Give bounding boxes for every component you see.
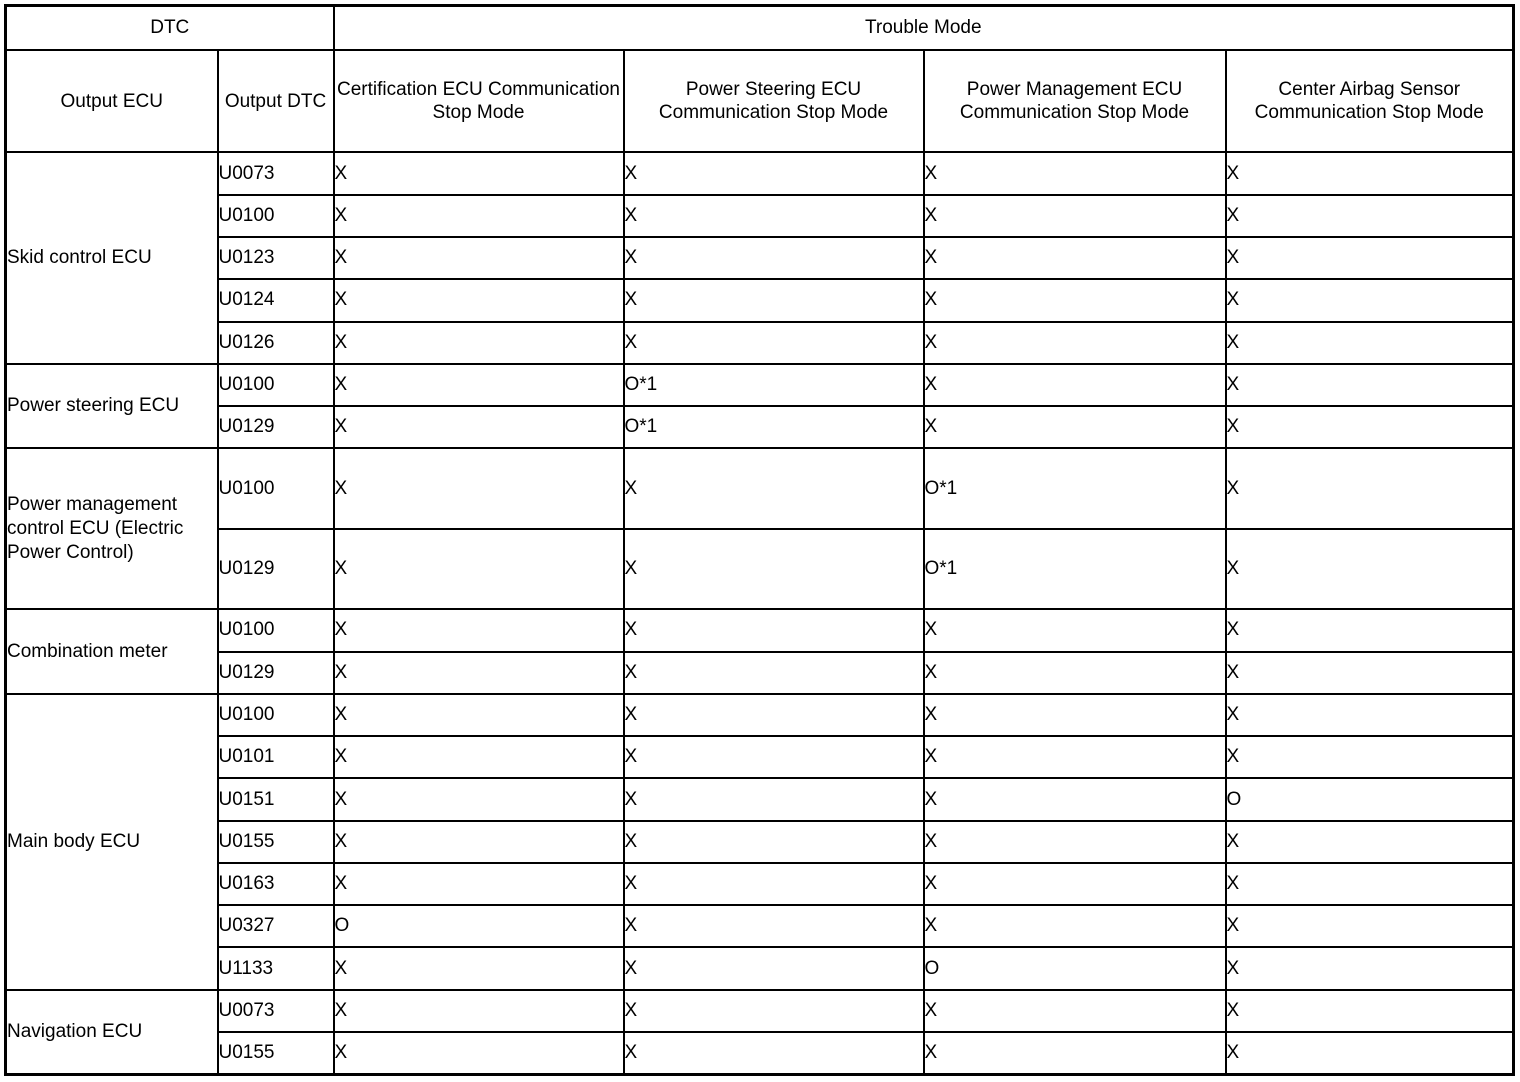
table-row bbox=[6, 821, 1514, 863]
row-ecu-combination-meter: Combination meter bbox=[6, 609, 218, 694]
row-mark: X bbox=[334, 279, 624, 321]
row-mark: X bbox=[924, 905, 1226, 947]
header-output-dtc: Output DTC bbox=[218, 50, 334, 153]
table-header-group-row bbox=[6, 6, 1514, 50]
row-mark: X bbox=[624, 237, 924, 279]
row-mark: X bbox=[624, 652, 924, 694]
row-ecu-navigation: Navigation ECU bbox=[6, 990, 218, 1075]
row-mark: X bbox=[624, 609, 924, 651]
table-row bbox=[6, 947, 1514, 989]
row-ecu-skid-control: Skid control ECU bbox=[6, 152, 218, 363]
row-mark: X bbox=[1226, 406, 1514, 448]
row-mark: X bbox=[624, 152, 924, 194]
row-mark: X bbox=[334, 322, 624, 364]
row-mark: X bbox=[1226, 652, 1514, 694]
row-mark: X bbox=[924, 364, 1226, 406]
header-mode-center-airbag-sensor: Center Airbag Sensor Communication Stop Mode bbox=[1226, 50, 1514, 153]
row-mark: O bbox=[334, 905, 624, 947]
row-mark: X bbox=[334, 863, 624, 905]
row-dtc: U0123 bbox=[218, 237, 334, 279]
row-mark: X bbox=[624, 905, 924, 947]
row-ecu-main-body: Main body ECU bbox=[6, 694, 218, 990]
row-mark: X bbox=[1226, 1032, 1514, 1075]
row-mark: X bbox=[624, 947, 924, 989]
row-dtc: U0155 bbox=[218, 1032, 334, 1075]
table-row bbox=[6, 652, 1514, 694]
row-mark: X bbox=[1226, 947, 1514, 989]
table-row bbox=[6, 1032, 1514, 1075]
row-mark: X bbox=[924, 863, 1226, 905]
row-dtc: U0129 bbox=[218, 652, 334, 694]
table-row bbox=[6, 448, 1514, 529]
row-dtc: U0100 bbox=[218, 448, 334, 529]
row-dtc: U0327 bbox=[218, 905, 334, 947]
row-mark: X bbox=[624, 990, 924, 1032]
row-mark: X bbox=[924, 279, 1226, 321]
row-dtc: U0163 bbox=[218, 863, 334, 905]
row-mark: X bbox=[1226, 821, 1514, 863]
row-dtc: U0151 bbox=[218, 778, 334, 820]
table-row bbox=[6, 279, 1514, 321]
row-mark: X bbox=[624, 694, 924, 736]
row-dtc: U0129 bbox=[218, 406, 334, 448]
row-dtc: U0124 bbox=[218, 279, 334, 321]
row-mark: X bbox=[924, 821, 1226, 863]
header-dtc-group: DTC bbox=[6, 6, 334, 50]
row-mark: O*1 bbox=[924, 448, 1226, 529]
row-mark: X bbox=[924, 990, 1226, 1032]
row-mark: X bbox=[924, 322, 1226, 364]
table-row bbox=[6, 152, 1514, 194]
row-mark: X bbox=[1226, 736, 1514, 778]
row-dtc: U0155 bbox=[218, 821, 334, 863]
row-mark: X bbox=[624, 863, 924, 905]
row-mark: X bbox=[334, 529, 624, 610]
row-mark: X bbox=[924, 152, 1226, 194]
row-mark: X bbox=[1226, 322, 1514, 364]
row-ecu-power-management-control: Power management control ECU (Electric Power Control) bbox=[6, 448, 218, 609]
row-mark: X bbox=[1226, 364, 1514, 406]
row-mark: X bbox=[334, 364, 624, 406]
row-dtc: U0100 bbox=[218, 195, 334, 237]
row-mark: X bbox=[624, 448, 924, 529]
row-dtc: U0129 bbox=[218, 529, 334, 610]
row-mark: X bbox=[1226, 152, 1514, 194]
row-mark: X bbox=[924, 736, 1226, 778]
row-mark: X bbox=[334, 448, 624, 529]
row-mark: X bbox=[924, 609, 1226, 651]
row-mark: X bbox=[1226, 195, 1514, 237]
row-dtc: U0100 bbox=[218, 694, 334, 736]
table-row bbox=[6, 364, 1514, 406]
row-mark: X bbox=[1226, 279, 1514, 321]
header-trouble-mode-group: Trouble Mode bbox=[334, 6, 1514, 50]
row-mark: X bbox=[924, 195, 1226, 237]
row-mark: X bbox=[1226, 990, 1514, 1032]
row-mark: X bbox=[1226, 609, 1514, 651]
row-mark: O*1 bbox=[624, 364, 924, 406]
row-dtc: U0073 bbox=[218, 152, 334, 194]
table-row bbox=[6, 406, 1514, 448]
header-mode-power-steering-ecu: Power Steering ECU Communication Stop Mode bbox=[624, 50, 924, 153]
table-row bbox=[6, 322, 1514, 364]
row-dtc: U0100 bbox=[218, 609, 334, 651]
row-mark: X bbox=[624, 821, 924, 863]
row-mark: X bbox=[924, 237, 1226, 279]
row-mark: O*1 bbox=[624, 406, 924, 448]
row-mark: X bbox=[624, 778, 924, 820]
table-row bbox=[6, 195, 1514, 237]
row-mark: X bbox=[624, 195, 924, 237]
header-mode-power-management-ecu: Power Management ECU Communication Stop Mode bbox=[924, 50, 1226, 153]
table-header-row bbox=[6, 50, 1514, 153]
row-mark: X bbox=[334, 609, 624, 651]
table-row bbox=[6, 694, 1514, 736]
row-mark: X bbox=[334, 821, 624, 863]
row-mark: X bbox=[334, 195, 624, 237]
row-mark: X bbox=[334, 778, 624, 820]
row-mark: X bbox=[1226, 448, 1514, 529]
row-dtc: U0126 bbox=[218, 322, 334, 364]
row-mark: X bbox=[334, 736, 624, 778]
row-dtc: U0073 bbox=[218, 990, 334, 1032]
row-mark: X bbox=[624, 279, 924, 321]
row-mark: X bbox=[1226, 863, 1514, 905]
table-row bbox=[6, 778, 1514, 820]
table-row bbox=[6, 863, 1514, 905]
row-mark: X bbox=[334, 406, 624, 448]
row-mark: X bbox=[1226, 694, 1514, 736]
row-mark: X bbox=[1226, 529, 1514, 610]
row-ecu-power-steering: Power steering ECU bbox=[6, 364, 218, 449]
table-row bbox=[6, 529, 1514, 610]
row-mark: X bbox=[624, 736, 924, 778]
table-row bbox=[6, 736, 1514, 778]
row-mark: O bbox=[1226, 778, 1514, 820]
row-mark: X bbox=[924, 694, 1226, 736]
row-mark: X bbox=[624, 529, 924, 610]
table-row bbox=[6, 990, 1514, 1032]
row-mark: X bbox=[334, 1032, 624, 1075]
row-mark: X bbox=[334, 694, 624, 736]
row-mark: O bbox=[924, 947, 1226, 989]
row-dtc: U1133 bbox=[218, 947, 334, 989]
row-mark: X bbox=[1226, 905, 1514, 947]
row-mark: X bbox=[924, 1032, 1226, 1075]
table-row bbox=[6, 905, 1514, 947]
row-mark: X bbox=[334, 990, 624, 1032]
header-output-ecu: Output ECU bbox=[6, 50, 218, 153]
table-row bbox=[6, 237, 1514, 279]
row-mark: X bbox=[334, 947, 624, 989]
header-mode-certification-ecu: Certification ECU Communication Stop Mode bbox=[334, 50, 624, 153]
row-mark: X bbox=[924, 406, 1226, 448]
table-row bbox=[6, 609, 1514, 651]
row-mark: X bbox=[624, 1032, 924, 1075]
dtc-trouble-mode-table bbox=[4, 4, 1515, 1076]
row-mark: X bbox=[924, 778, 1226, 820]
row-mark: X bbox=[624, 322, 924, 364]
row-dtc: U0101 bbox=[218, 736, 334, 778]
row-mark: X bbox=[334, 652, 624, 694]
row-mark: X bbox=[924, 652, 1226, 694]
row-mark: X bbox=[1226, 237, 1514, 279]
row-mark: X bbox=[334, 152, 624, 194]
row-mark: X bbox=[334, 237, 624, 279]
row-dtc: U0100 bbox=[218, 364, 334, 406]
row-mark: O*1 bbox=[924, 529, 1226, 610]
